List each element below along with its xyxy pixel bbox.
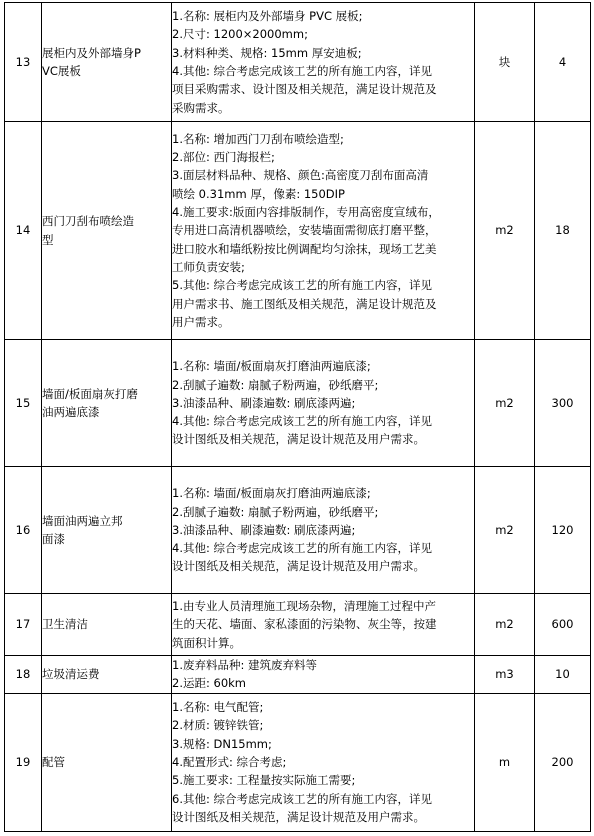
feature-line: 2.运距: 60km <box>172 676 246 691</box>
feature-line: 2.部位: 西门海报栏; <box>172 150 275 165</box>
item-name: 墙面/板面扇灰打磨 油两遍底漆 <box>42 340 172 467</box>
item-unit: m2 <box>475 122 535 340</box>
feature-line: 3.规格: DN15mm; <box>172 736 272 751</box>
table-row <box>5 3 591 122</box>
item-unit: m <box>475 693 535 831</box>
table-row <box>5 594 591 656</box>
item-number: 19 <box>5 693 42 831</box>
feature-line: 采购需求。 <box>172 100 230 115</box>
feature-line: 2.刮腻子遍数: 扇腻子粉两遍，砂纸磨平; <box>172 377 379 392</box>
feature-line: 专用进口高清机器喷绘，安装墙面需彻底打磨平整， <box>172 223 437 238</box>
feature-line: 1.名称: 墙面/板面扇灰打磨油两遍底漆; <box>172 359 371 374</box>
feature-line: 3.材料种类、规格: 15mm 厚安迪板; <box>172 45 362 60</box>
item-quantity: 10 <box>535 656 591 694</box>
table-row <box>5 693 591 831</box>
feature-line: 筑面积计算。 <box>172 635 241 650</box>
feature-line: 3.面层材料品种、规格、颜色:高密度刀刮布面高清 <box>172 168 429 183</box>
item-features <box>172 594 475 656</box>
feature-line: 4.配置形式: 综合考虑; <box>172 754 287 769</box>
table-row <box>5 122 591 340</box>
item-name: 配管 <box>42 693 172 831</box>
table-row <box>5 340 591 467</box>
feature-line: 4.其他: 综合考虑完成该工艺的所有施工内容，详见 <box>172 64 432 78</box>
feature-line: 喷绘 0.31mm 厚，像素: 150DIP <box>172 186 345 201</box>
feature-line: 设计图纸及相关规范，满足设计规范及用户需求。 <box>172 809 425 824</box>
feature-line: 1.由专业人员清理施工现场杂物，清理施工过程中产 <box>172 599 436 614</box>
table-row <box>5 656 591 694</box>
item-features <box>172 656 475 694</box>
feature-line: 4.其他: 综合考虑完成该工艺的所有施工内容，详见 <box>172 541 432 556</box>
feature-line: 设计图纸及相关规范，满足设计规范及用户需求。 <box>172 432 425 447</box>
feature-line: 生的天花、墙面、家私漆面的污染物、灰尘等，按建 <box>172 617 437 632</box>
item-features <box>172 122 475 340</box>
feature-line: 4.其他: 综合考虑完成该工艺的所有施工内容，详见 <box>172 414 432 429</box>
feature-line: 1.名称: 增加西门刀刮布喷绘造型; <box>172 131 344 146</box>
item-name: 卫生清洁 <box>42 594 172 656</box>
item-unit: m2 <box>475 467 535 594</box>
item-number: 13 <box>5 3 42 122</box>
item-name: 墙面油两遍立邦 面漆 <box>42 467 172 594</box>
table-body <box>5 3 591 832</box>
item-unit: m2 <box>475 594 535 656</box>
feature-line: 1.名称: 电气配管; <box>172 700 264 715</box>
item-quantity: 200 <box>535 693 591 831</box>
item-quantity: 600 <box>535 594 591 656</box>
feature-line: 3.油漆品种、刷漆遍数: 刷底漆两遍; <box>172 522 356 537</box>
item-number: 18 <box>5 656 42 694</box>
feature-line: 1.废弃料品种: 建筑废弃料等 <box>172 658 318 672</box>
item-features <box>172 3 475 122</box>
feature-line: 用户需求。 <box>172 314 230 329</box>
feature-line: 3.油漆品种、刷漆遍数: 刷底漆两遍; <box>172 395 356 410</box>
feature-line: 4.施工要求:版面内容排版制作，专用高密度宣绒布， <box>172 205 440 220</box>
feature-line: 6.其他: 综合考虑完成该工艺的所有施工内容，详见 <box>172 791 432 806</box>
item-number: 14 <box>5 122 42 340</box>
item-features <box>172 467 475 594</box>
item-quantity: 4 <box>535 3 591 122</box>
item-number: 15 <box>5 340 42 467</box>
item-name: 展柜内及外部墙身P VC展板 <box>42 3 172 122</box>
feature-line: 1.名称: 墙面/板面扇灰打磨油两遍底漆; <box>172 486 371 501</box>
feature-line: 进口胶水和墙纸粉按比例调配均匀涂抹，现场工艺美 <box>172 241 437 256</box>
item-unit: m3 <box>475 656 535 694</box>
feature-line: 2.尺寸: 1200×2000mm; <box>172 27 308 42</box>
feature-line: 工师负责安装; <box>172 259 245 274</box>
feature-line: 用户需求书、施工图纸及相关规范，满足设计规范及 <box>172 296 437 311</box>
feature-line: 2.刮腻子遍数: 扇腻子粉两遍，砂纸磨平; <box>172 504 379 519</box>
item-quantity: 120 <box>535 467 591 594</box>
item-features <box>172 340 475 467</box>
item-number: 16 <box>5 467 42 594</box>
item-unit: m2 <box>475 340 535 467</box>
feature-line: 5.其他: 综合考虑完成该工艺的所有施工内容，详见 <box>172 278 432 293</box>
item-features <box>172 693 475 831</box>
feature-line: 项目采购需求、设计图及相关规范，满足设计规范及 <box>172 82 437 97</box>
item-quantity: 18 <box>535 122 591 340</box>
bill-of-quantities-table <box>4 2 591 832</box>
feature-line: 2.材质: 镀锌铁管; <box>172 718 264 733</box>
table-row <box>5 467 591 594</box>
feature-line: 设计图纸及相关规范，满足设计规范及用户需求。 <box>172 559 425 574</box>
item-quantity: 300 <box>535 340 591 467</box>
item-unit: 块 <box>475 3 535 122</box>
item-name: 垃圾清运费 <box>42 656 172 694</box>
item-number: 17 <box>5 594 42 656</box>
feature-line: 1.名称: 展柜内及外部墙身 PVC 展板; <box>172 9 363 24</box>
feature-line: 5.施工要求: 工程量按实际施工需要; <box>172 773 356 788</box>
item-name: 西门刀刮布喷绘造 型 <box>42 122 172 340</box>
